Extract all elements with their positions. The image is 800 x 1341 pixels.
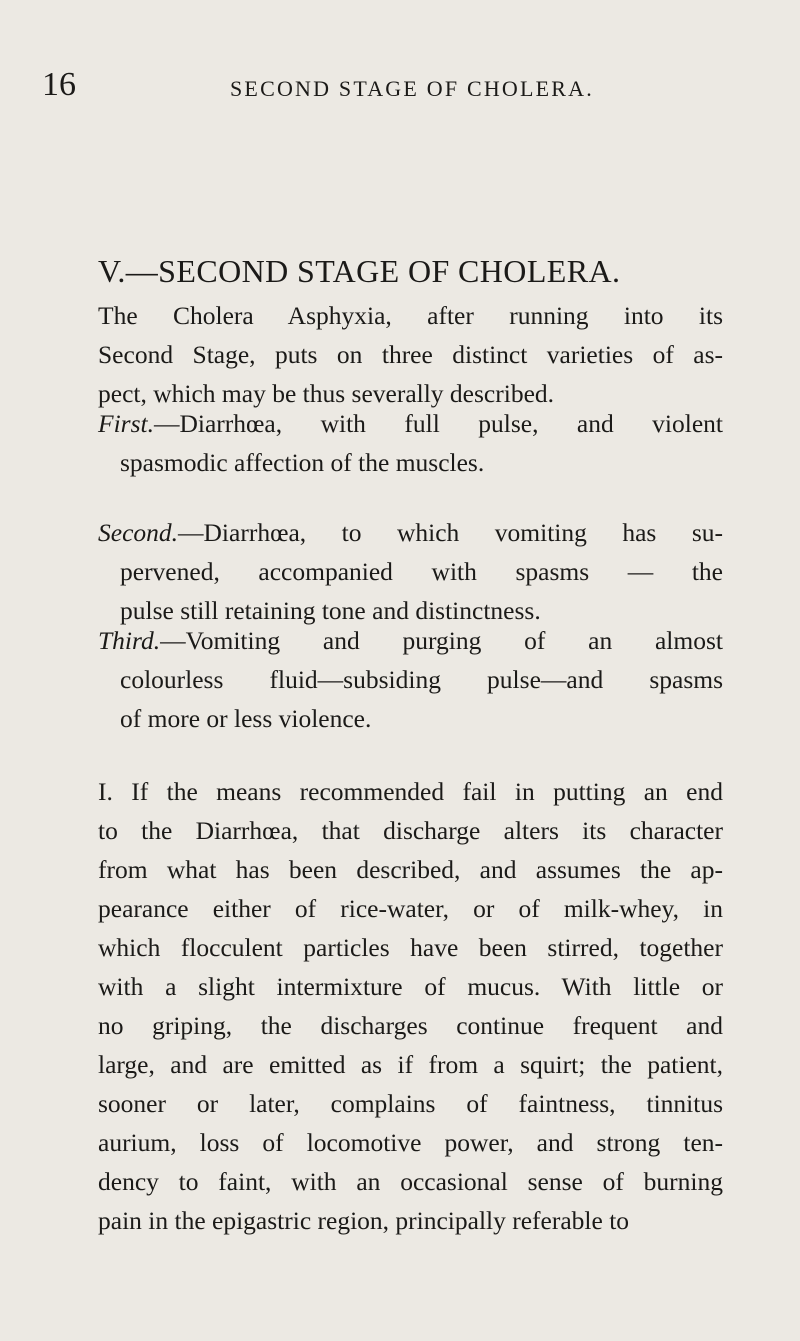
body-line: to the Diarrhœa, that discharge alters its character	[98, 816, 723, 845]
intro-paragraph	[98, 296, 723, 413]
intro-line: Second Stage, puts on three distinct varieties of as-	[98, 340, 723, 369]
variety-line: —Diarrhœa, with full pulse, and violent	[153, 409, 723, 438]
body-line: pearance either of rice-water, or of milk-whey, in	[98, 894, 723, 923]
body-line: aurium, loss of locomotive power, and strong ten-	[98, 1128, 723, 1157]
variety-lead: Second.	[98, 518, 179, 547]
variety-line: pervened, accompanied with spasms — the	[120, 557, 723, 586]
variety-line: spasmodic affection of the muscles.	[120, 448, 485, 477]
variety-first	[98, 404, 723, 482]
intro-line: The Cholera Asphyxia, after running into its	[98, 301, 723, 330]
running-head: SECOND STAGE OF CHOLERA.	[230, 76, 594, 101]
body-line: I. If the means recommended fail in putting an end	[98, 777, 723, 806]
body-line: large, and are emitted as if from a squirt; the patient,	[98, 1050, 723, 1079]
variety-line: pulse still retaining tone and distinctness.	[120, 596, 541, 625]
body-line: from what has been described, and assumes the ap-	[98, 855, 723, 884]
body-line: sooner or later, complains of faintness, tinnitus	[98, 1089, 723, 1118]
page-number: 16	[42, 66, 76, 103]
variety-line: colourless fluid—subsiding pulse—and spasms	[120, 665, 723, 694]
variety-line: —Diarrhœa, to which vomiting has su-	[178, 518, 723, 547]
body-paragraph	[98, 772, 723, 1240]
variety-second	[98, 513, 723, 630]
body-line: pain in the epigastric region, principally referable to	[98, 1206, 630, 1235]
body-line: no griping, the discharges continue frequent and	[98, 1011, 723, 1040]
body-line: with a slight intermixture of mucus. With little or	[98, 972, 723, 1001]
body-line: which flocculent particles have been stirred, together	[98, 933, 723, 962]
section-heading: V.—SECOND STAGE OF CHOLERA.	[98, 253, 621, 289]
body-line: dency to faint, with an occasional sense of burning	[98, 1167, 723, 1196]
variety-third	[98, 621, 723, 738]
variety-lead: Third.	[98, 626, 161, 655]
variety-line: —Vomiting and purging of an almost	[160, 626, 723, 655]
variety-line: of more or less violence.	[120, 704, 372, 733]
intro-line: pect, which may be thus severally described.	[98, 379, 555, 408]
variety-lead: First.	[98, 409, 154, 438]
